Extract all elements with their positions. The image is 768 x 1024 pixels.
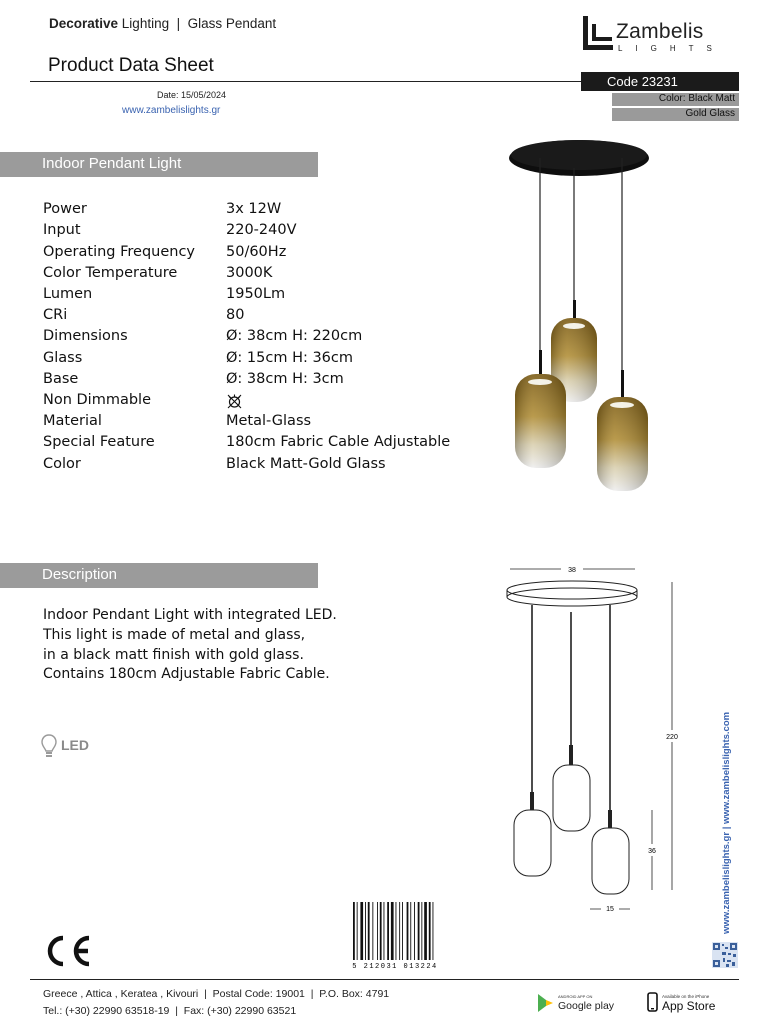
spec-label: CRi <box>43 307 68 323</box>
app-store-small-text: Available on the iPhone <box>662 994 710 999</box>
dim-width-label: 38 <box>568 567 576 574</box>
ce-mark-icon <box>41 934 93 968</box>
technical-drawing <box>495 560 695 920</box>
spec-label: Operating Frequency <box>43 244 196 260</box>
spec-label: Color <box>43 456 81 472</box>
vertical-url-text: www.zambelislights.gr | www.zambelislights.com <box>721 711 732 934</box>
website-link[interactable]: www.zambelislights.gr <box>122 105 221 116</box>
description-line: Indoor Pendant Light with integrated LED. <box>43 607 337 623</box>
spec-label: Power <box>43 201 87 217</box>
spec-label: Dimensions <box>43 328 128 344</box>
color-bar-1 <box>612 93 739 106</box>
color-bar-2 <box>612 108 739 121</box>
spec-value: 180cm Fabric Cable Adjustable <box>226 434 451 450</box>
product-photo <box>490 128 670 498</box>
spec-label: Input <box>43 222 81 238</box>
qr-code <box>712 942 738 968</box>
spec-row <box>43 434 463 455</box>
spec-label: Lumen <box>43 286 93 302</box>
section-header-specs <box>0 152 318 177</box>
spec-value: 80 <box>226 307 245 323</box>
led-badge <box>40 733 110 759</box>
spec-value: Ø: 38cm H: 3cm <box>226 371 344 387</box>
spec-value: 220-240V <box>226 222 297 238</box>
section-header-description <box>0 563 318 588</box>
section-title-specs: Indoor Pendant Light <box>42 155 182 172</box>
description-line: Contains 180cm Adjustable Fabric Cable. <box>43 666 330 683</box>
spec-row <box>43 350 463 371</box>
app-store-text: App Store <box>662 999 716 1013</box>
footer-divider <box>30 979 739 980</box>
footer-address: Greece , Attica , Keratea , Kivouri | Postal Code: 19001 | P.O. Box: 4791 <box>43 988 390 1000</box>
spec-label: Non Dimmable <box>43 392 151 408</box>
product-code: Code 23231 <box>607 74 678 89</box>
page-title: Product Data Sheet <box>48 55 214 76</box>
spec-row <box>43 413 463 434</box>
logo-name: Zambelis <box>616 20 704 43</box>
spec-value: 50/60Hz <box>226 244 287 260</box>
category-bold: Decorative <box>49 16 119 31</box>
spec-row <box>43 328 463 349</box>
spec-value: Black Matt-Gold Glass <box>226 456 386 472</box>
non-dimmable-icon <box>226 393 243 414</box>
bulb-icon <box>40 733 58 759</box>
logo-subtitle: LIGHTS <box>618 44 725 53</box>
color-label: Color: Black Matt <box>658 93 735 104</box>
description-text <box>43 606 337 685</box>
brand-logo <box>582 14 742 56</box>
vertical-website-link[interactable] <box>716 700 736 935</box>
header-divider <box>30 81 582 82</box>
dim-glass-height-label: 36 <box>648 848 656 855</box>
description-line: This light is made of metal and glass, <box>43 626 306 643</box>
product-code-bar <box>581 72 739 91</box>
google-play-text: Google play <box>558 1000 615 1012</box>
spec-label: Base <box>43 371 79 387</box>
spec-row <box>43 392 463 413</box>
spec-label: Special Feature <box>43 434 155 450</box>
barcode-number: 5 212031 013224 <box>352 963 438 971</box>
logo-mark-icon <box>582 14 616 56</box>
footer-phones: Tel.: (+30) 22990 63518-19 | Fax: (+30) 22990 63521 <box>43 1005 297 1017</box>
section-title-description: Description <box>42 566 118 583</box>
dim-height-label: 220 <box>666 734 678 741</box>
dim-glass-width-label: 15 <box>606 906 614 913</box>
spec-row <box>43 222 463 243</box>
date-label: Date: 15/05/2024 <box>157 90 227 100</box>
spec-value: 3x 12W <box>226 201 282 217</box>
description-line: in a black matt finish with gold glass. <box>43 646 304 663</box>
spec-row <box>43 244 463 265</box>
category-rest: Lighting | Glass Pendant <box>118 16 277 31</box>
spec-value: 1950Lm <box>226 286 286 302</box>
led-label: LED <box>61 737 89 753</box>
spec-row <box>43 201 463 222</box>
spec-label: Color Temperature <box>43 265 178 281</box>
spec-value: Ø: 15cm H: 36cm <box>226 350 354 366</box>
barcode <box>352 902 438 972</box>
spec-row <box>43 286 463 307</box>
spec-row <box>43 456 463 477</box>
spec-value: 3000K <box>226 265 273 281</box>
spec-row <box>43 371 463 392</box>
spec-label: Glass <box>43 350 83 366</box>
glass-label: Gold Glass <box>685 108 735 119</box>
spec-label: Material <box>43 413 102 429</box>
spec-value: Metal-Glass <box>226 413 312 429</box>
app-store-badge[interactable] <box>646 990 742 1016</box>
spec-row <box>43 307 463 328</box>
spec-value: Ø: 38cm H: 220cm <box>226 328 363 344</box>
google-play-small-text: ANDROID APP ON <box>558 994 593 999</box>
spec-row <box>43 265 463 286</box>
category-breadcrumb <box>49 16 276 31</box>
google-play-badge[interactable] <box>536 990 620 1016</box>
